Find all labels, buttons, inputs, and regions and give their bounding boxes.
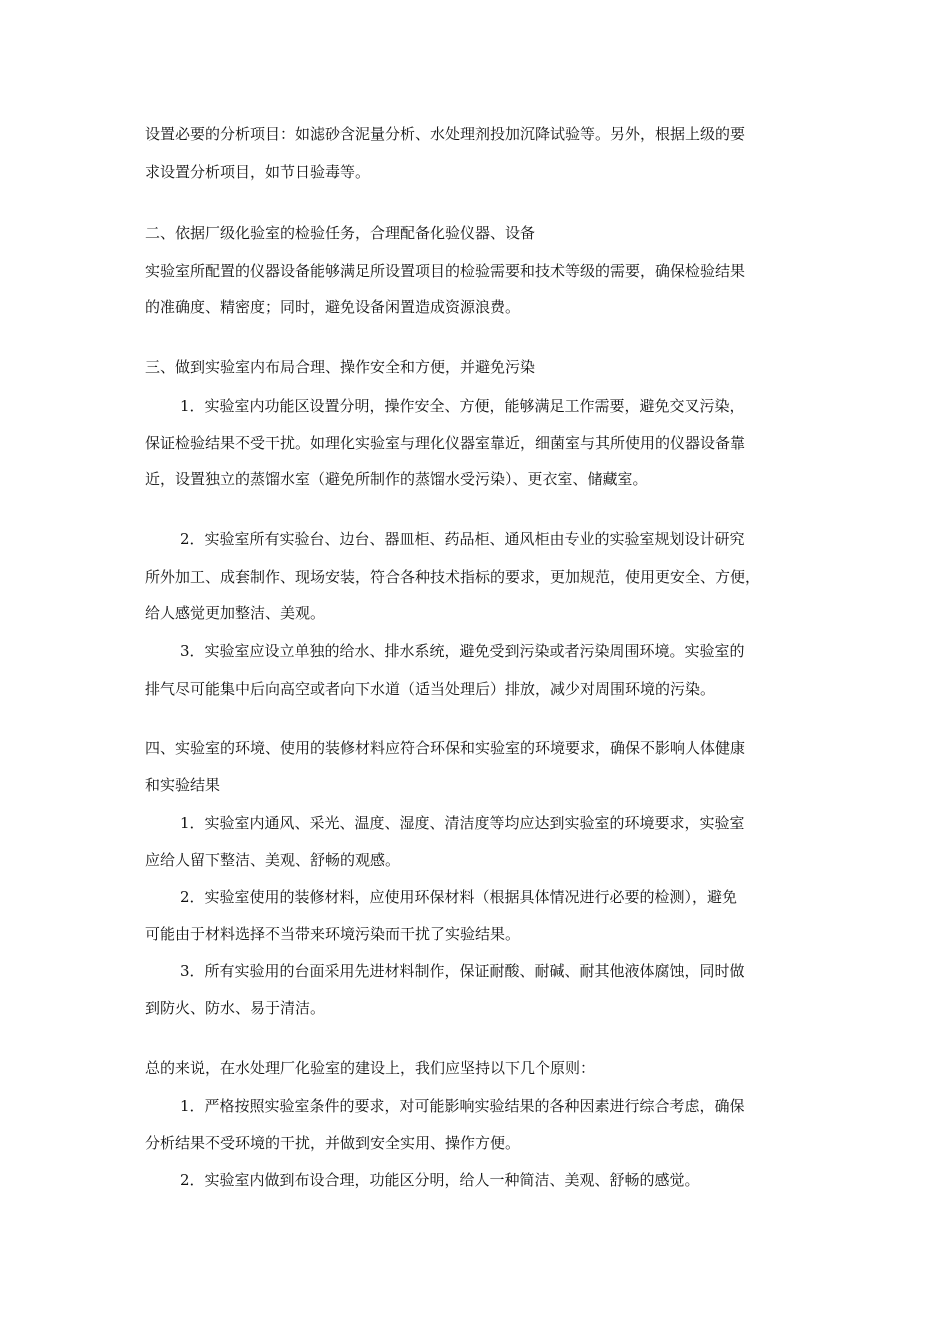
list-item-line: 2．实验室内做到布设合理，功能区分明，给人一种简洁、美观、舒畅的感觉。: [180, 1171, 700, 1189]
list-item-line: 3．所有实验用的台面采用先进材料制作，保证耐酸、耐碱、耐其他液体腐蚀，同时做: [180, 962, 745, 980]
paragraph-line: 到防火、防水、易于清洁。: [145, 999, 326, 1017]
paragraph-line: 求设置分析项目，如节日验毒等。: [145, 163, 371, 181]
section-heading: 和实验结果: [145, 776, 221, 794]
section-heading: 三、做到实验室内布局合理、操作安全和方便，并避免污染: [145, 358, 536, 376]
list-item-line: 1．严格按照实验室条件的要求，对可能影响实验结果的各种因素进行综合考虑，确保: [180, 1097, 745, 1115]
paragraph-line: 保证检验结果不受干扰。如理化实验室与理化仪器室靠近，细菌室与其所使用的仪器设备靠: [145, 434, 746, 452]
paragraph-line: 可能由于材料选择不当带来环境污染而干扰了实验结果。: [145, 925, 521, 943]
paragraph-line: 设置必要的分析项目：如滤砂含泥量分析、水处理剂投加沉降试验等。另外，根据上级的要: [145, 125, 746, 143]
list-item-line: 1．实验室内通风、采光、温度、湿度、清洁度等均应达到实验室的环境要求，实验室: [180, 814, 745, 832]
paragraph-line: 所外加工、成套制作、现场安装，符合各种技术指标的要求，更加规范，使用更安全、方便，: [145, 568, 761, 586]
section-heading: 二、依据厂级化验室的检验任务，合理配备化验仪器、设备: [145, 224, 536, 242]
list-item-line: 2．实验室使用的装修材料，应使用环保材料（根据具体情况进行必要的检测），避免: [180, 888, 738, 906]
paragraph-line: 给人感觉更加整洁、美观。: [145, 604, 326, 622]
paragraph-line: 实验室所配置的仪器设备能够满足所设置项目的检验需要和技术等级的需要，确保检验结果: [145, 262, 746, 280]
list-item-line: 3．实验室应设立单独的给水、排水系统，避免受到污染或者污染周围环境。实验室的: [180, 642, 745, 660]
paragraph-line: 近，设置独立的蒸馏水室（避免所制作的蒸馏水受污染）、更衣室、储藏室。: [145, 470, 648, 488]
paragraph-line: 分析结果不受环境的干扰，并做到安全实用、操作方便。: [145, 1134, 521, 1152]
paragraph-line: 排气尽可能集中后向高空或者向下水道（适当处理后）排放，减少对周围环境的污染。: [145, 680, 716, 698]
list-item-line: 2．实验室所有实验台、边台、器皿柜、药品柜、通风柜由专业的实验室规划设计研究: [180, 530, 745, 548]
list-item-line: 1．实验室内功能区设置分明，操作安全、方便，能够满足工作需要，避免交叉污染，: [180, 397, 745, 415]
paragraph-line: 的准确度、精密度；同时，避免设备闲置造成资源浪费。: [145, 298, 521, 316]
summary-intro: 总的来说，在水处理厂化验室的建设上，我们应坚持以下几个原则：: [145, 1059, 596, 1077]
paragraph-line: 应给人留下整洁、美观、舒畅的观感。: [145, 851, 401, 869]
section-heading: 四、实验室的环境、使用的装修材料应符合环保和实验室的环境要求，确保不影响人体健康: [145, 739, 746, 757]
